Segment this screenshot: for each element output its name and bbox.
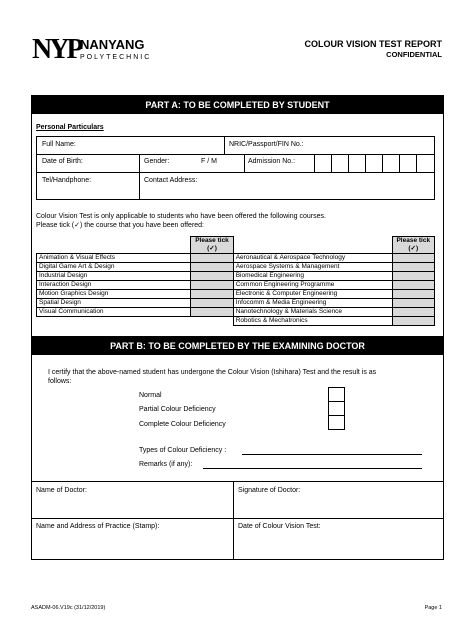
course-name: Infocomm & Media Engineering [233, 299, 392, 308]
logo-name: NANYANG [80, 37, 145, 52]
certify-text: I certify that the above-named student has undergone the Colour Vision (Ishihara) Test and the result is as [48, 369, 377, 376]
course-name: Nanotechnology & Materials Science [233, 308, 392, 317]
course-tick-box[interactable] [392, 299, 434, 308]
admission-digit-box [314, 154, 315, 172]
course-tick-box[interactable] [191, 254, 233, 263]
course-note: Colour Vision Test is only applicable to students who have been offered the following courses. [36, 213, 326, 220]
table-row [37, 317, 435, 326]
admission-digit-box [399, 154, 400, 172]
admission-digit-box [365, 154, 366, 172]
course-name: Motion Graphics Design [37, 290, 191, 299]
form-code: ASADM-06.V19c (31/12/2019) [31, 605, 106, 611]
table-row [37, 308, 435, 317]
tick-column-header: Please tick (✓) [191, 237, 233, 254]
course-tick-box[interactable] [392, 263, 434, 272]
admission-digit-box [416, 154, 417, 172]
gender-label: Gender: [144, 158, 170, 165]
types-field[interactable] [242, 454, 422, 455]
page-number: Page 1 [424, 605, 442, 611]
admission-digit-box [331, 154, 332, 172]
table-row [37, 299, 435, 308]
remarks-label: Remarks (if any): [139, 461, 193, 468]
course-tick-box[interactable] [392, 272, 434, 281]
certify-text-cont: follows: [48, 378, 72, 385]
course-name: Aerospace Systems & Management [233, 263, 392, 272]
table-row [37, 290, 435, 299]
result-partial-label: Partial Colour Deficiency [139, 406, 216, 413]
result-complete-label: Complete Colour Deficiency [139, 421, 226, 428]
course-tick-box[interactable] [392, 254, 434, 263]
course-tick-box[interactable] [191, 272, 233, 281]
course-tick-box[interactable] [191, 281, 233, 290]
tick-column-header: Please tick (✓) [392, 237, 434, 254]
personal-particulars-heading: Personal Particulars [36, 124, 104, 131]
courses-table [36, 236, 435, 326]
course-tick-box[interactable] [392, 290, 434, 299]
course-name: Spatial Design [37, 299, 191, 308]
nric-label: NRIC/Passport/FIN No.: [229, 141, 304, 148]
doctor-name-label: Name of Doctor: [36, 487, 87, 494]
course-name: Biomedical Engineering [233, 272, 392, 281]
logo-mark: NYP [32, 34, 81, 65]
course-tick-box[interactable] [392, 281, 434, 290]
course-name: Aeronautical & Aerospace Technology [233, 254, 392, 263]
remarks-field[interactable] [203, 468, 422, 469]
course-tick-box[interactable] [191, 290, 233, 299]
course-tick-box[interactable] [392, 317, 434, 326]
admission-digit-box [348, 154, 349, 172]
normal-checkbox[interactable] [328, 387, 345, 402]
part-b-heading: PART B: TO BE COMPLETED BY THE EXAMINING DOCTOR [31, 336, 444, 355]
grid-line [244, 154, 245, 172]
grid-line [233, 481, 234, 560]
course-name: Animation & Visual Effects [37, 254, 191, 263]
course-tick-box[interactable] [392, 308, 434, 317]
gender-options: F / M [201, 158, 217, 165]
table-row [37, 281, 435, 290]
course-name: Robotics & Mechatronics [233, 317, 392, 326]
table-header-row [37, 237, 435, 254]
course-tick-box[interactable] [191, 299, 233, 308]
types-label: Types of Colour Deficiency : [139, 447, 227, 454]
course-name: Visual Communication [37, 308, 191, 317]
grid-line [36, 172, 435, 173]
grid-line [31, 518, 444, 519]
grid-line [36, 154, 435, 155]
dob-label: Date of Birth: [42, 158, 83, 165]
course-name: Digital Game Art & Design [37, 263, 191, 272]
confidential-label: CONFIDENTIAL [386, 50, 442, 59]
complete-checkbox[interactable] [328, 415, 345, 430]
course-tick-box[interactable] [191, 308, 233, 317]
tick-instruction: Please tick (✓) the course that you have been offered: [36, 222, 204, 229]
admission-label: Admission No.: [248, 158, 296, 165]
course-name: Interaction Design [37, 281, 191, 290]
course-name: Common Engineering Programme [233, 281, 392, 290]
test-date-label: Date of Colour Vision Test: [238, 523, 321, 530]
course-name: Electronic & Computer Engineering [233, 290, 392, 299]
logo-subtitle: POLYTECHNIC [80, 54, 152, 61]
course-name: Industrial Design [37, 272, 191, 281]
table-row [37, 272, 435, 281]
admission-digit-box [382, 154, 383, 172]
course-tick-box[interactable] [191, 263, 233, 272]
grid-line [31, 481, 444, 482]
tel-label: Tel/Handphone: [42, 177, 92, 184]
doctor-signature-label: Signature of Doctor: [238, 487, 301, 494]
grid-line [139, 154, 140, 200]
practice-label: Name and Address of Practice (Stamp): [36, 523, 160, 530]
partial-checkbox[interactable] [328, 401, 345, 416]
grid-line [224, 136, 225, 154]
result-normal-label: Normal [139, 392, 162, 399]
part-a-heading: PART A: TO BE COMPLETED BY STUDENT [31, 95, 444, 114]
report-title: COLOUR VISION TEST REPORT [304, 39, 442, 49]
full-name-label: Full Name: [42, 141, 76, 148]
address-label: Contact Address: [144, 177, 198, 184]
table-row [37, 254, 435, 263]
table-row [37, 263, 435, 272]
